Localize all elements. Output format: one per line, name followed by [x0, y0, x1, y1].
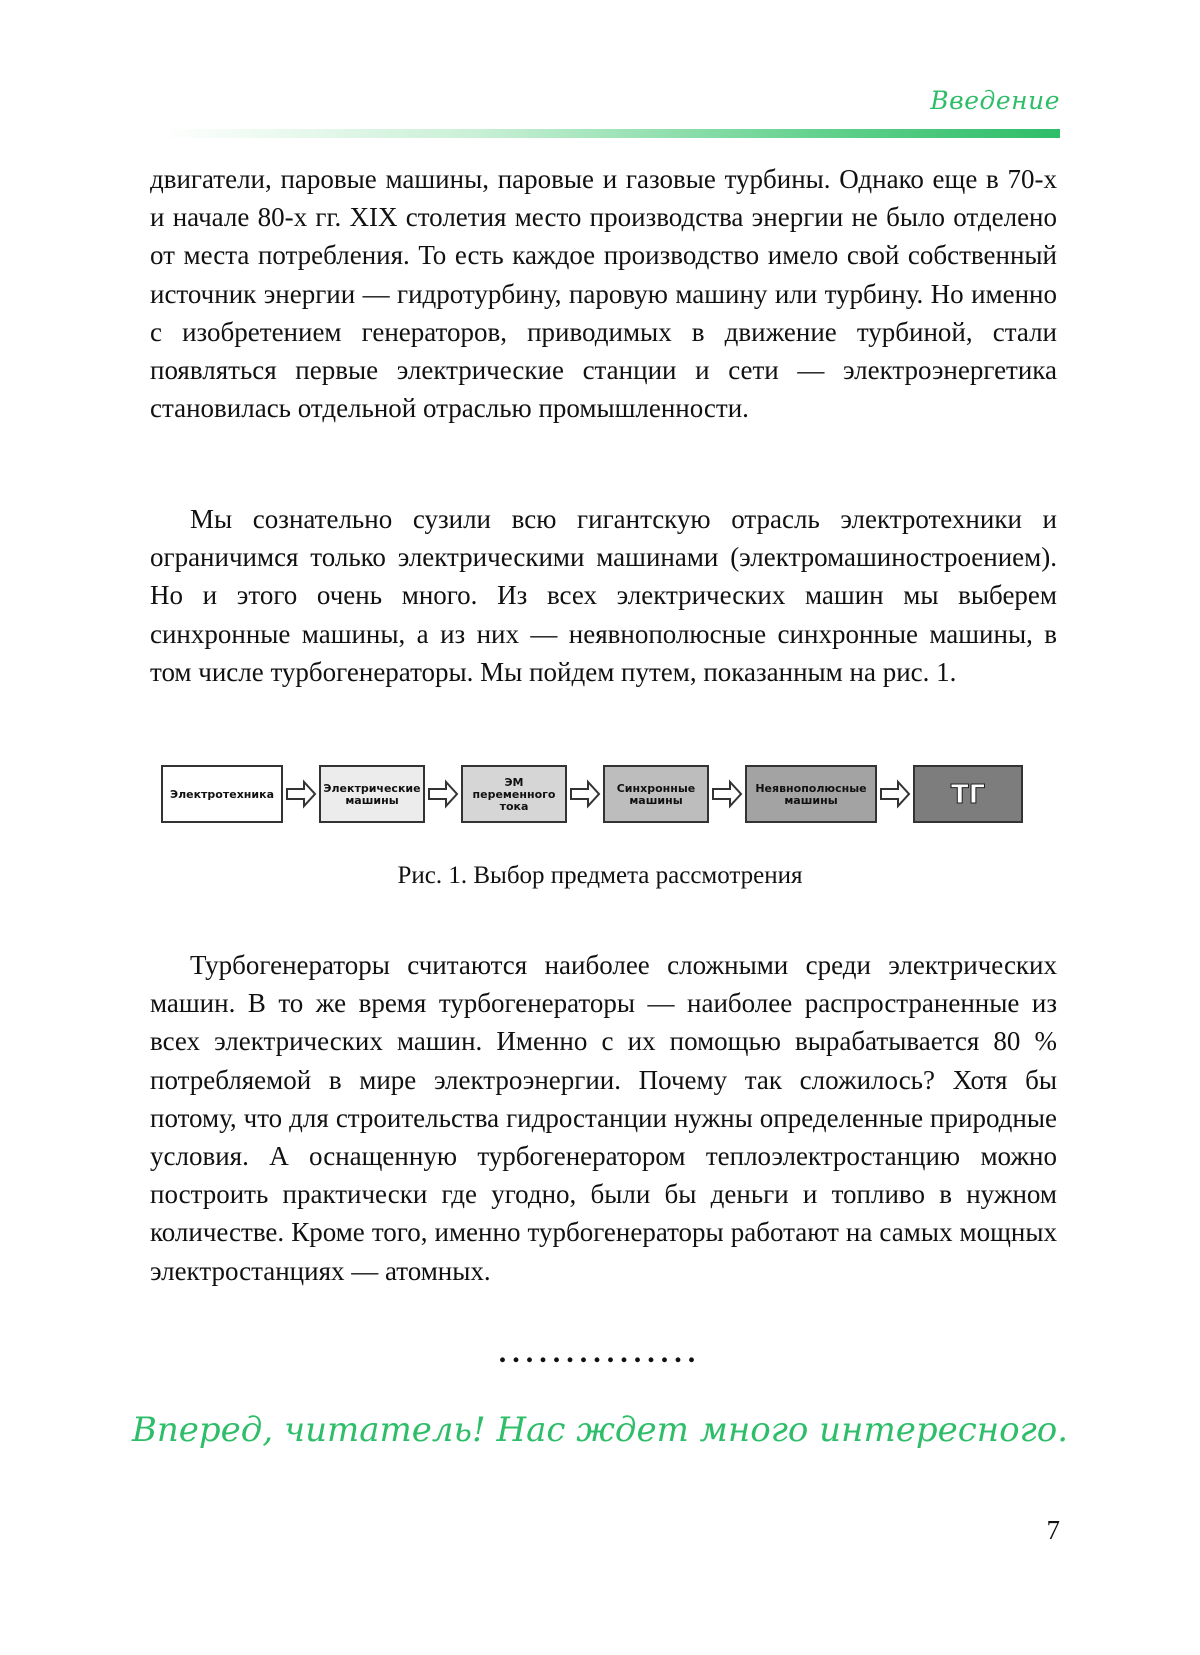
running-header-title: Введение — [930, 86, 1060, 115]
closing-phrase: Вперед, читатель! Нас ждет много интересного. — [131, 1410, 1069, 1450]
figure-1-flow-diagram — [160, 764, 1026, 824]
flow-arrow-icon — [429, 782, 457, 806]
flow-box-label: машины — [784, 794, 838, 807]
flow-box-label: Синхронные — [616, 782, 696, 795]
paragraph-scope — [150, 500, 1057, 691]
flow-box-label: машины — [345, 794, 399, 807]
dotted-separator: ............... — [498, 1336, 702, 1369]
page-number: 7 — [1046, 1515, 1060, 1545]
flow-arrow-icon — [287, 782, 315, 806]
figure-caption: Рис. 1. Выбор предмета рассмотрения — [397, 862, 803, 889]
flow-arrow-icon — [713, 782, 741, 806]
flow-box-label: Неявнополюсные — [755, 782, 867, 795]
paragraph-continuation — [150, 160, 1057, 427]
flow-box — [746, 766, 876, 822]
flow-box — [914, 766, 1022, 822]
paragraph-text: Мы сознательно сузили всю гигантскую отрасль электротехники и ограничимся только электрическими машинами (электромашиностроением). Но и этого очень много. Из всех электрических машин мы выберем синхронные машины, а из них — неявнополюсные синхронные машины, в том числе турбогенераторы. Мы пойдем путем, показанным на рис. 1. — [150, 504, 1057, 687]
flow-box-label: Электрические — [323, 782, 421, 795]
flow-box-label: ТГ — [950, 780, 986, 810]
paragraph-text: двигатели, паровые машины, паровые и газовые турбины. Однако еще в 70-х и начале 80-х гг. XIX столетия место производства энергии не было отделено от места потребления. То есть каждое производство имело свой собственный источник энергии — гидротурбину, паровую машину или турбину. Но именно с изобретением генераторов, приводимых в движение турбиной, стали появляться первые электрические станции и сети — электроэнергетика становилась отдельной отраслью промышленности. — [150, 164, 1057, 424]
flow-box — [162, 766, 282, 822]
paragraph-turbogenerators — [150, 946, 1057, 1290]
flow-box — [604, 766, 708, 822]
flow-box-label: машины — [629, 794, 683, 807]
flow-arrow-icon — [881, 782, 909, 806]
header-gradient-rule — [160, 129, 1060, 138]
flow-arrow-icon — [571, 782, 599, 806]
flow-box — [462, 766, 566, 822]
flow-box-label: тока — [499, 800, 529, 813]
flow-box — [320, 766, 424, 822]
paragraph-text: Турбогенераторы считаются наиболее сложными среди электрических машин. В то же время турбогенераторы — наиболее распространенные из всех электрических машин. Именно с их помощью вырабатывается 80 % потребляемой в мире электроэнергии. Почему так сложилось? Хотя бы потому, что для строительства гидростанции нужны определенные природные условия. А оснащенную турбогенератором теплоэлектростанцию можно построить практически где угодно, были бы деньги и топливо в нужном количестве. Кроме того, именно турбогенераторы работают на самых мощных электростанциях — атомных. — [150, 950, 1057, 1286]
flow-box-label: Электротехника — [170, 788, 274, 801]
flow-box-label: ЭМ — [504, 776, 524, 789]
flow-box-label: переменного — [472, 788, 556, 801]
